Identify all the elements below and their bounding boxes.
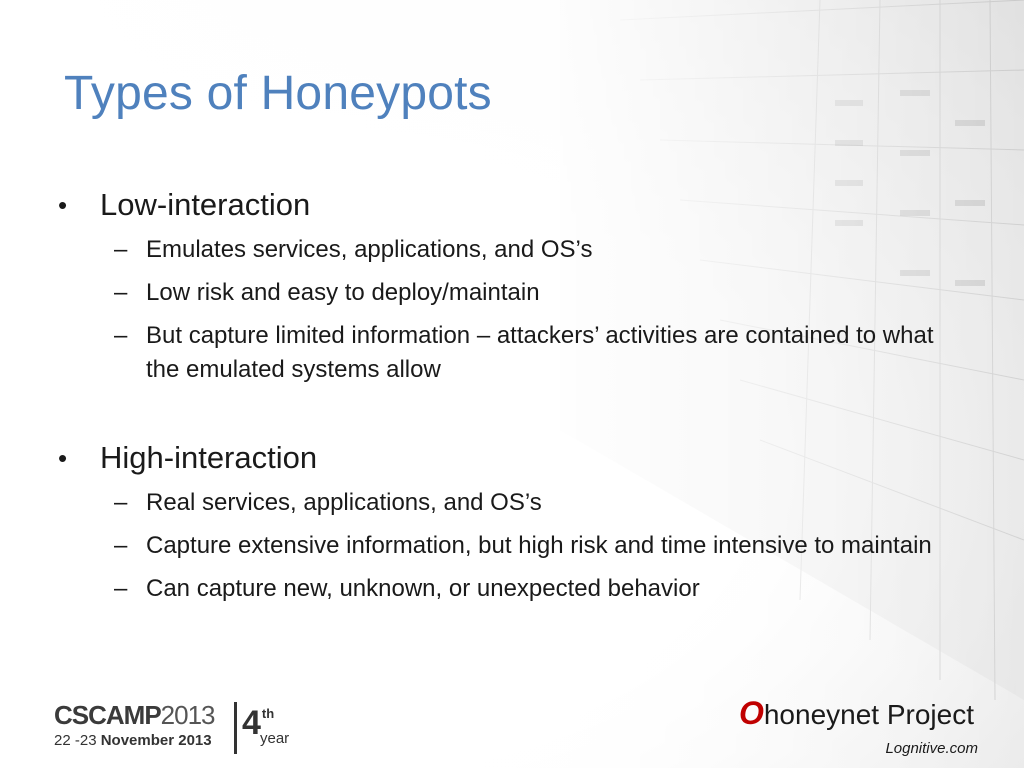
sub-bullet-text: Real services, applications, and OS’s xyxy=(146,489,542,516)
sub-bullet-text: Capture extensive information, but high risk and time intensive to maintain xyxy=(146,532,932,559)
logo-year: 2013 xyxy=(160,700,215,730)
logo-dates xyxy=(54,732,212,749)
logo-divider xyxy=(234,702,237,754)
sub-bullet xyxy=(58,276,958,310)
logo-month-year: November 2013 xyxy=(100,732,212,749)
sub-bullet-text: But capture limited information – attackers’ activities are contained to what the emulated systems allow xyxy=(146,322,934,383)
logo-edition-word: year xyxy=(260,730,290,747)
logo-edition-number: 4 xyxy=(242,704,261,742)
sub-bullet xyxy=(58,233,958,267)
dash-glyph: – xyxy=(114,236,128,263)
credit-text: Lognitive.com xyxy=(885,740,978,757)
dash-glyph: – xyxy=(114,322,128,349)
sub-bullet-text: Low risk and easy to deploy/maintain xyxy=(146,279,540,306)
cscamp-logo xyxy=(54,700,294,756)
sub-bullet xyxy=(58,319,958,387)
section-spacer xyxy=(58,387,958,439)
slide-body xyxy=(58,186,958,606)
logo-brand-line xyxy=(54,700,215,731)
bullet-glyph: • xyxy=(58,443,68,473)
bullet-high-interaction xyxy=(58,439,958,477)
bullet-text: Low-interaction xyxy=(100,187,311,222)
sub-bullet-text: Emulates services, applications, and OS’s xyxy=(146,236,593,263)
slide-title: Types of Honeypots xyxy=(64,67,492,120)
dash-glyph: – xyxy=(114,532,128,559)
sub-bullet xyxy=(58,529,958,563)
bullet-low-interaction xyxy=(58,186,958,224)
sub-bullet xyxy=(58,486,958,520)
dash-glyph: – xyxy=(114,575,128,602)
sub-bullet xyxy=(58,572,958,606)
honeynet-project-mark xyxy=(739,695,974,732)
logo-brand: CSCAMP xyxy=(54,700,161,730)
bullet-text: High-interaction xyxy=(100,440,318,475)
logo-edition-suffix: th xyxy=(261,706,275,721)
logo-date-range: 22 -23 xyxy=(54,732,101,749)
dash-glyph: – xyxy=(114,279,128,306)
sub-bullet-text: Can capture new, unknown, or unexpected behavior xyxy=(146,575,700,602)
honeynet-logo-o: O xyxy=(738,695,764,731)
honeynet-project-name: honeynet Project xyxy=(763,699,974,730)
dash-glyph: – xyxy=(114,489,128,516)
bullet-glyph: • xyxy=(58,190,68,220)
